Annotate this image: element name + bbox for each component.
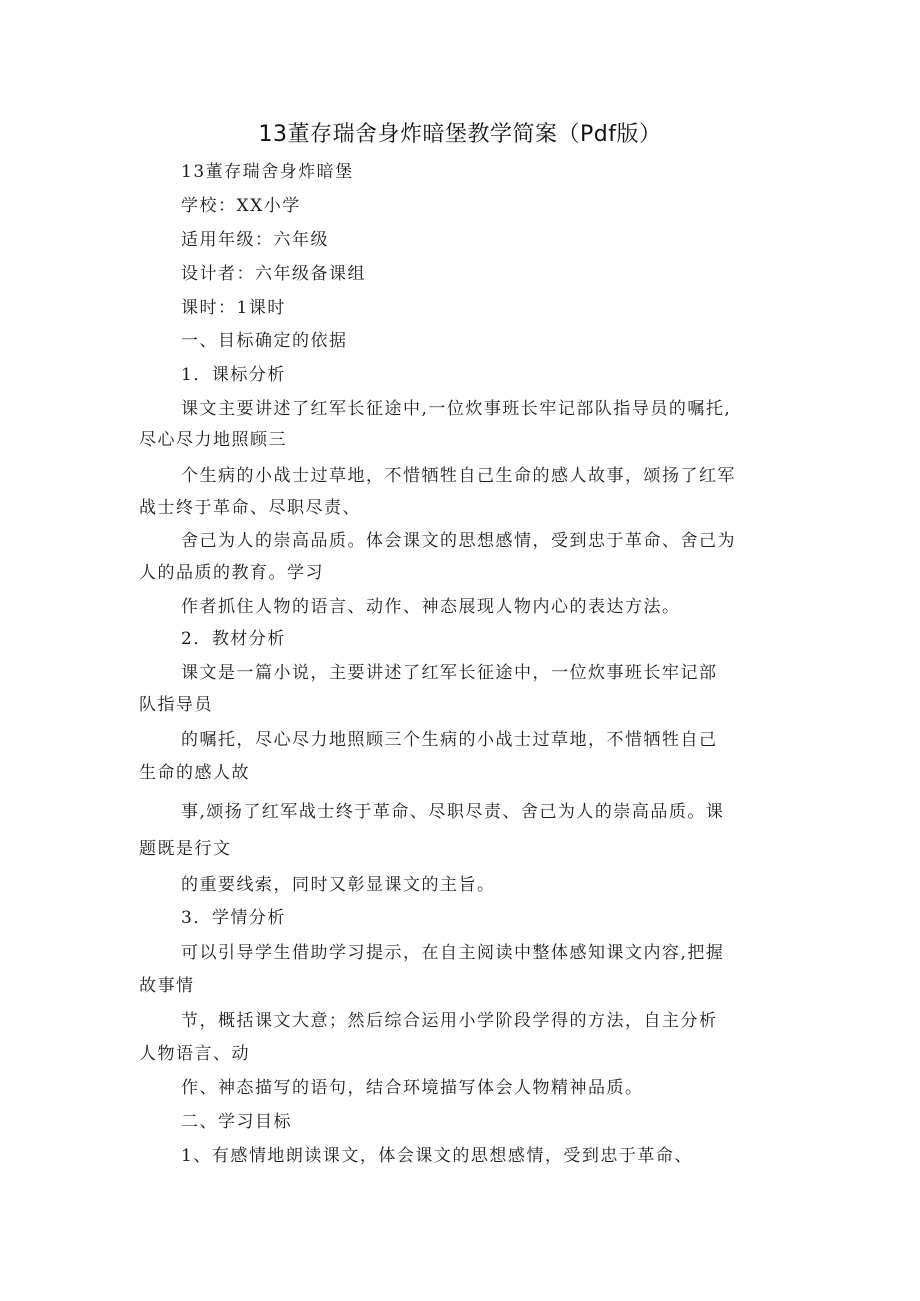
paragraph-line: 舍己为人的崇高品质。体会课文的思想感情，受到忠于革命、舍己为	[181, 531, 736, 551]
paragraph-line: 的重要线索，同时又彰显课文的主旨。	[181, 875, 496, 895]
paragraph-line: 题既是行文	[139, 839, 232, 859]
paragraph-line: 个生病的小战士过草地，不惜牺牲自己生命的感人故事，颂扬了红军	[181, 466, 736, 486]
subsection-heading: 3．学情分析	[181, 908, 286, 928]
paragraph-line: 课文主要讲述了红军长征途中,一位炊事班长牢记部队指导员的嘱托,	[181, 399, 732, 419]
paragraph-line: 可以引导学生借助学习提示，在自主阅读中整体感知课文内容,把握	[181, 943, 725, 963]
lesson-hours-line: 课时：1课时	[181, 298, 286, 318]
lesson-title-line: 13董存瑞舍身炸暗堡	[181, 162, 354, 182]
paragraph-line: 作者抓住人物的语言、动作、神态展现人物内心的表达方法。	[181, 597, 681, 617]
section-heading: 一、目标确定的依据	[181, 331, 348, 351]
section-heading: 二、学习目标	[181, 1112, 292, 1132]
paragraph-line: 人物语言、动	[139, 1044, 250, 1064]
designer-line: 设计者：六年级备课组	[181, 264, 366, 284]
paragraph-line: 尽心尽力地照顾三	[139, 430, 287, 450]
paragraph-line: 战士终于革命、尽职尽责、	[139, 498, 361, 518]
paragraph-line: 生命的感人故	[139, 763, 250, 783]
paragraph-line: 课文是一篇小说，主要讲述了红军长征途中，一位炊事班长牢记部	[181, 663, 718, 683]
school-line: 学校：XX小学	[181, 196, 301, 216]
paragraph-line: 事,颂扬了红军战士终于革命、尽职尽责、舍己为人的崇高品质。课	[181, 802, 725, 822]
subsection-heading: 1．课标分析	[181, 365, 286, 385]
paragraph-line: 人的品质的教育。学习	[139, 563, 324, 583]
paragraph-line: 1、有感情地朗读课文，体会课文的思想感情，受到忠于革命、	[181, 1146, 693, 1166]
grade-line: 适用年级：六年级	[181, 230, 329, 250]
paragraph-line: 作、神态描写的语句，结合环境描写体会人物精神品质。	[181, 1078, 644, 1098]
paragraph-line: 队指导员	[139, 695, 213, 715]
paragraph-line: 故事情	[139, 976, 195, 996]
document-title: 13董存瑞舍身炸暗堡教学简案（Pdf版）	[258, 122, 662, 147]
paragraph-line: 的嘱托，尽心尽力地照顾三个生病的小战士过草地，不惜牺牲自己	[181, 730, 718, 750]
paragraph-line: 节，概括课文大意；然后综合运用小学阶段学得的方法，自主分析	[181, 1011, 718, 1031]
subsection-heading: 2．教材分析	[181, 629, 286, 649]
